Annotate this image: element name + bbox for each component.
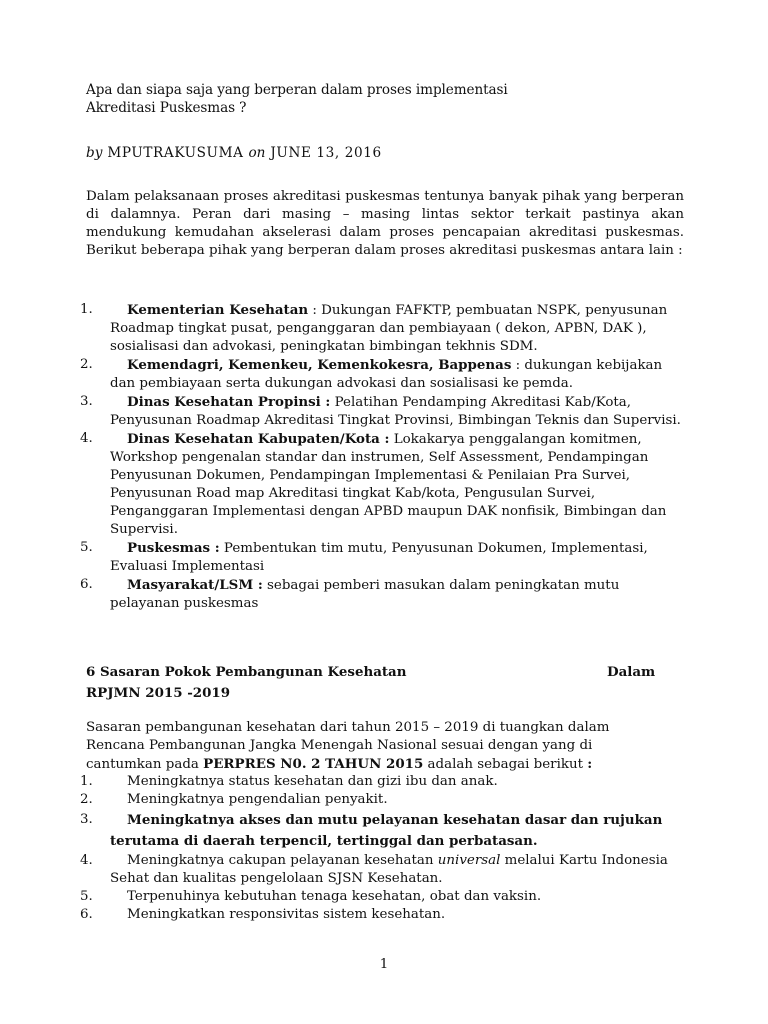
target-text: Meningkatnya pengendalian penyakit.	[127, 792, 388, 807]
target-text: Meningkatnya status kesehatan dan gizi ibu dan anak.	[127, 774, 498, 789]
list-item	[80, 810, 684, 852]
role-text: : Dukungan FAFKTP, pembuatan NSPK, penyusunan Roadmap tingkat pusat, penganggaran dan pembiayaan ( dekon, APBN, DAK ), sosialisasi dan advokasi, peningkatan bimbingan tekhnis SDM.	[110, 303, 668, 354]
list-item	[80, 888, 684, 906]
role-text: sebagai pemberi masukan dalam peningkatan mutu pelayanan puskesmas	[110, 578, 620, 611]
byline-by: by	[86, 145, 103, 161]
list-item	[80, 430, 684, 539]
list-item	[80, 576, 684, 613]
list-number: 2.	[80, 792, 93, 807]
list-number: 5.	[80, 540, 93, 555]
list-number: 3.	[80, 812, 93, 827]
list-number: 4.	[80, 853, 93, 868]
list-number: 1.	[80, 302, 93, 317]
heading-left: 6 Sasaran Pokok Pembangunan Kesehatan	[86, 664, 407, 680]
list-number: 4.	[80, 431, 93, 446]
list-item	[80, 393, 684, 430]
list-item	[80, 301, 684, 356]
heading-line-2: RPJMN 2015 -2019	[86, 685, 231, 701]
title-line-1: Apa dan siapa saja yang berperan dalam proses implementasi	[86, 82, 508, 98]
list-item	[80, 906, 684, 924]
list-number: 3.	[80, 394, 93, 409]
byline-author: MPUTRAKUSUMA	[107, 145, 244, 161]
list-item	[80, 791, 684, 809]
intro-paragraph: Dalam pelaksanaan proses akreditasi puskesmas tentunya banyak pihak yang berperan di dalamnya. Peran dari masing – masing lintas sektor terkait pastinya akan mendukung kemudahan akselerasi dalam proses pencapaian akreditasi puskesmas. Berikut beberapa pihak yang berperan dalam proses akreditasi puskesmas antara lain :	[86, 189, 684, 258]
role-name: Kementerian Kesehatan	[127, 302, 309, 318]
heading-right: Dalam	[607, 664, 656, 680]
target-text-tail: melalui Kartu Indonesia Sehat dan kualitas pengelolaan SJSN Kesehatan.	[110, 853, 668, 886]
role-text: Pembentukan tim mutu, Penyusunan Dokumen, Implementasi, Evaluasi Implementasi	[110, 541, 648, 574]
article-title	[86, 81, 686, 117]
target-italic: universal	[437, 853, 501, 868]
targets-list	[80, 773, 684, 924]
list-item	[80, 773, 684, 791]
list-number: 2.	[80, 357, 93, 372]
role-name: Dinas Kesehatan Propinsi :	[127, 394, 331, 410]
role-name: Kemendagri, Kemenkeu, Kemenkokesra, Bappenas	[127, 357, 512, 373]
role-name: Masyarakat/LSM :	[127, 577, 263, 593]
list-item	[80, 852, 684, 888]
list-number: 5.	[80, 889, 93, 904]
role-name: Dinas Kesehatan Kabupaten/Kota :	[127, 431, 390, 447]
role-name: Puskesmas :	[127, 540, 220, 556]
targets-intro-tail: adalah sebagai berikut	[423, 757, 588, 772]
regulation-ref: PERPRES N0. 2 TAHUN 2015	[203, 756, 424, 772]
target-text: Meningkatkan responsivitas sistem kesehatan.	[127, 907, 446, 922]
targets-intro-colon: :	[587, 756, 593, 772]
section-heading	[86, 663, 686, 702]
title-line-2: Akreditasi Puskesmas ?	[86, 100, 247, 116]
list-number: 6.	[80, 907, 93, 922]
target-text: Meningkatnya cakupan pelayanan kesehatan	[127, 853, 438, 868]
targets-intro-text: Sasaran pembangunan kesehatan dari tahun 2015 – 2019 di tuangkan dalam Rencana Pembangunan Jangka Menengah Nasional sesuai dengan yang di cantumkan pada	[86, 720, 610, 772]
list-item	[80, 356, 684, 393]
targets-intro	[86, 719, 646, 774]
byline-on: on	[248, 145, 266, 161]
target-text: Meningkatnya akses dan mutu pelayanan kesehatan dasar dan rujukan terutama di daerah terpencil, tertinggal dan perbatasan.	[110, 812, 663, 849]
list-number: 1.	[80, 774, 93, 789]
byline-date: JUNE 13, 2016	[270, 145, 382, 161]
page-number: 1	[379, 957, 389, 972]
role-text: : dukungan kebijakan dan pembiayaan serta dukungan advokasi dan sosialisasi ke pemda.	[110, 358, 663, 391]
role-text: Lokakarya penggalangan komitmen, Workshop pengenalan standar dan instrumen, Self Assessment, Pendampingan Penyusunan Dokumen, Pendampingan Implementasi & Penilaian Pra Survei, Penyusunan Road map Akreditasi tingkat Kab/kota, Pengusulan Survei, Penganggaran Implementasi dengan APBD maupun DAK nonfisik, Bimbingan dan Supervisi.	[110, 432, 667, 537]
role-text: Pelatihan Pendamping Akreditasi Kab/Kota, Penyusunan Roadmap Akreditasi Tingkat Provinsi, Bimbingan Teknis dan Supervisi.	[110, 395, 681, 428]
roles-list	[80, 301, 684, 613]
list-number: 6.	[80, 577, 93, 592]
list-item	[80, 539, 684, 576]
byline	[86, 144, 686, 162]
target-text: Terpenuhinya kebutuhan tenaga kesehatan, obat dan vaksin.	[127, 889, 542, 904]
